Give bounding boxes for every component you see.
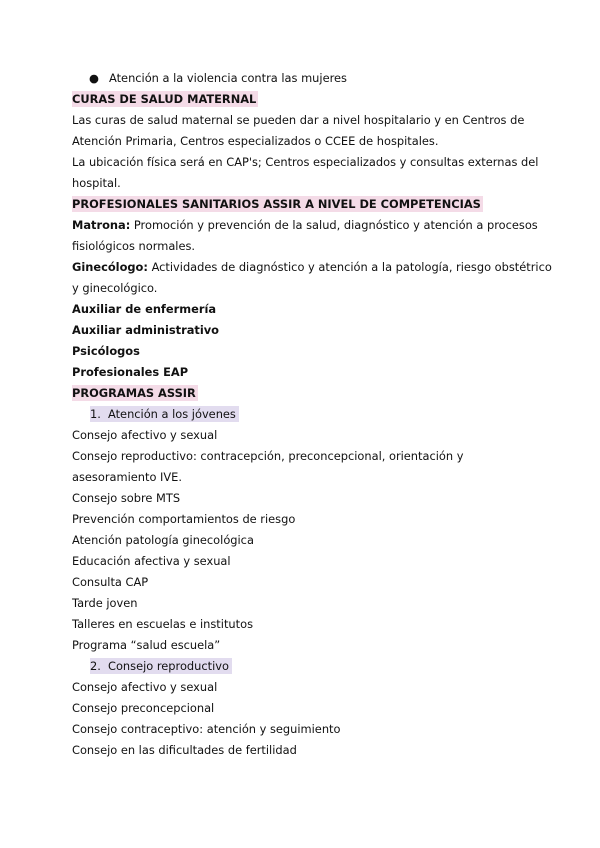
matrona-text: Promoción y prevención de la salud, diagnóstico y atención a procesos <box>133 218 538 232</box>
matrona-label: Matrona: <box>72 218 131 232</box>
list-line: Consejo contraceptivo: atención y seguimiento <box>72 722 341 736</box>
role-label: Psicólogos <box>72 344 140 358</box>
ginecologo-text: Actividades de diagnóstico y atención a la patología, riesgo obstétrico <box>151 260 552 274</box>
paragraph-line: hospital. <box>72 176 121 190</box>
list-line: Consejo preconcepcional <box>72 701 215 715</box>
matrona-line <box>72 215 542 236</box>
list-line: Consejo en las dificultades de fertilidad <box>72 743 297 757</box>
heading-profesionales-sanitarios: PROFESIONALES SANITARIOS ASSIR A NIVEL DE COMPETENCIAS <box>72 197 481 211</box>
list-line: Consejo afectivo y sexual <box>72 428 218 442</box>
paragraph-line: fisiológicos normales. <box>72 239 196 253</box>
paragraph-line: Atención Primaria, Centros especializados o CCEE de hospitales. <box>72 134 439 148</box>
heading-curas-salud-maternal: CURAS DE SALUD MATERNAL <box>72 92 257 106</box>
list-line: Atención patología ginecológica <box>72 533 254 547</box>
ginecologo-label: Ginecólogo: <box>72 260 148 274</box>
list-line: Consejo reproductivo: contracepción, preconcepcional, orientación y <box>72 449 464 463</box>
numbered-item-highlight <box>90 406 239 422</box>
item-title: Atención a los jóvenes <box>108 407 236 421</box>
list-line: Educación afectiva y sexual <box>72 554 231 568</box>
item-number: 2. <box>90 659 101 673</box>
numbered-item-1 <box>72 404 542 425</box>
numbered-item-highlight <box>90 658 232 674</box>
heading-programas-assir: PROGRAMAS ASSIR <box>72 386 196 400</box>
ginecologo-line <box>72 257 552 278</box>
list-line: asesoramiento IVE. <box>72 470 183 484</box>
list-line: Consejo afectivo y sexual <box>72 680 218 694</box>
role-label: Auxiliar de enfermería <box>72 302 217 316</box>
list-line: Talleres en escuelas e institutos <box>72 617 253 631</box>
document-page <box>72 68 552 761</box>
bullet-list-item: ● Atención a la violencia contra las mujeres <box>72 68 542 89</box>
list-line: Programa “salud escuela” <box>72 638 221 652</box>
role-label: Profesionales EAP <box>72 365 189 379</box>
list-line: Prevención comportamientos de riesgo <box>72 512 296 526</box>
item-number: 1. <box>90 407 101 421</box>
paragraph-line: Las curas de salud maternal se pueden dar a nivel hospitalario y en Centros de <box>72 113 525 127</box>
item-title: Consejo reproductivo <box>108 659 229 673</box>
list-line: Consejo sobre MTS <box>72 491 181 505</box>
paragraph-line: La ubicación física será en CAP's; Centros especializados y consultas externas del <box>72 155 539 169</box>
role-label: Auxiliar administrativo <box>72 323 220 337</box>
bullet-dot-icon: ● <box>89 71 99 85</box>
paragraph-line: y ginecológico. <box>72 281 158 295</box>
list-line: Tarde joven <box>72 596 138 610</box>
list-line: Consulta CAP <box>72 575 149 589</box>
numbered-item-2 <box>72 656 542 677</box>
